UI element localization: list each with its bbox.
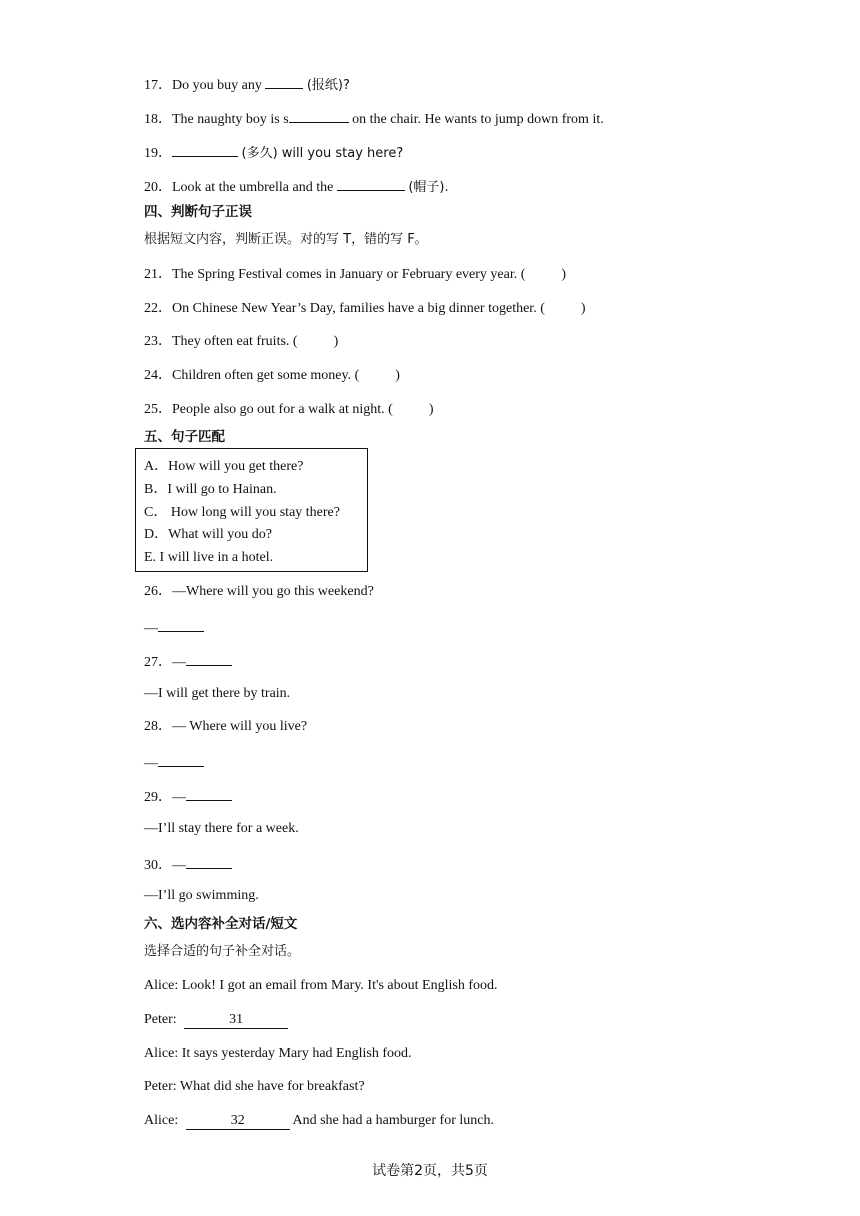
- question-26: 26．—Where will you go this weekend?: [144, 584, 374, 599]
- question-28: 28．— Where will you live?: [144, 719, 308, 734]
- section-heading: 六、选内容补全对话/短文: [144, 916, 298, 932]
- option-c: C． How long will you stay there?: [144, 505, 340, 520]
- answer-blank[interactable]: [289, 108, 349, 123]
- option-b: B．I will go to Hainan.: [144, 482, 277, 497]
- question-22: 22．On Chinese New Year’s Day, families have a big dinner together. ( ): [144, 301, 586, 316]
- question-18: 18．The naughty boy is s on the chair. He wants to jump down from it.: [144, 108, 604, 129]
- answer-blank-32[interactable]: 32: [186, 1113, 290, 1130]
- answer-blank[interactable]: [337, 176, 405, 191]
- dialogue-line: Alice: It says yesterday Mary had English food.: [144, 1046, 412, 1061]
- page-footer: 试卷第2页，共5页: [372, 1163, 488, 1179]
- option-a: A．How will you get there?: [144, 459, 304, 474]
- question-19: 19． (多久) will you stay here?: [144, 142, 403, 163]
- dialogue-line: Peter: 31: [144, 1011, 288, 1029]
- answer-blank[interactable]: [158, 617, 204, 632]
- options-box: [135, 448, 368, 572]
- answer-blank[interactable]: [265, 74, 303, 89]
- question-24: 24．Children often get some money. ( ): [144, 368, 400, 383]
- reply-30: —I’ll go swimming.: [144, 888, 259, 903]
- reply-27: —I will get there by train.: [144, 686, 291, 701]
- question-30: 30．—: [144, 854, 232, 875]
- question-21: 21．The Spring Festival comes in January or February every year. ( ): [144, 267, 567, 282]
- reply-29: —I’ll stay there for a week.: [144, 821, 299, 836]
- section-instruction: 选择合适的句子补全对话。: [144, 944, 301, 959]
- dialogue-line: Alice: Look! I got an email from Mary. It's about English food.: [144, 978, 498, 993]
- section-instruction: 根据短文内容，判断正误。对的写 T，错的写 F。: [144, 232, 428, 247]
- section-heading: 四、判断句子正误: [144, 204, 252, 220]
- question-29: 29．—: [144, 786, 232, 807]
- dialogue-line: Alice: 32 And she had a hamburger for lunch.: [144, 1113, 494, 1128]
- question-17: 17．Do you buy any (报纸)?: [144, 74, 350, 95]
- dialogue-line: Peter: What did she have for breakfast?: [144, 1079, 365, 1094]
- answer-line: —: [144, 752, 204, 773]
- answer-blank[interactable]: [186, 786, 232, 801]
- section-heading: 五、句子匹配: [144, 429, 225, 445]
- option-d: D．What will you do?: [144, 527, 272, 542]
- question-20: 20．Look at the umbrella and the (帽子).: [144, 176, 449, 197]
- question-27: 27．—: [144, 651, 232, 672]
- option-e: E. I will live in a hotel.: [144, 550, 274, 565]
- answer-blank-31[interactable]: 31: [184, 1012, 288, 1029]
- answer-blank[interactable]: [158, 752, 204, 767]
- answer-blank[interactable]: [172, 142, 238, 157]
- answer-line: —: [144, 617, 204, 638]
- question-25: 25．People also go out for a walk at night. ( ): [144, 402, 434, 417]
- answer-blank[interactable]: [186, 651, 232, 666]
- question-23: 23．They often eat fruits. ( ): [144, 334, 339, 349]
- answer-blank[interactable]: [186, 854, 232, 869]
